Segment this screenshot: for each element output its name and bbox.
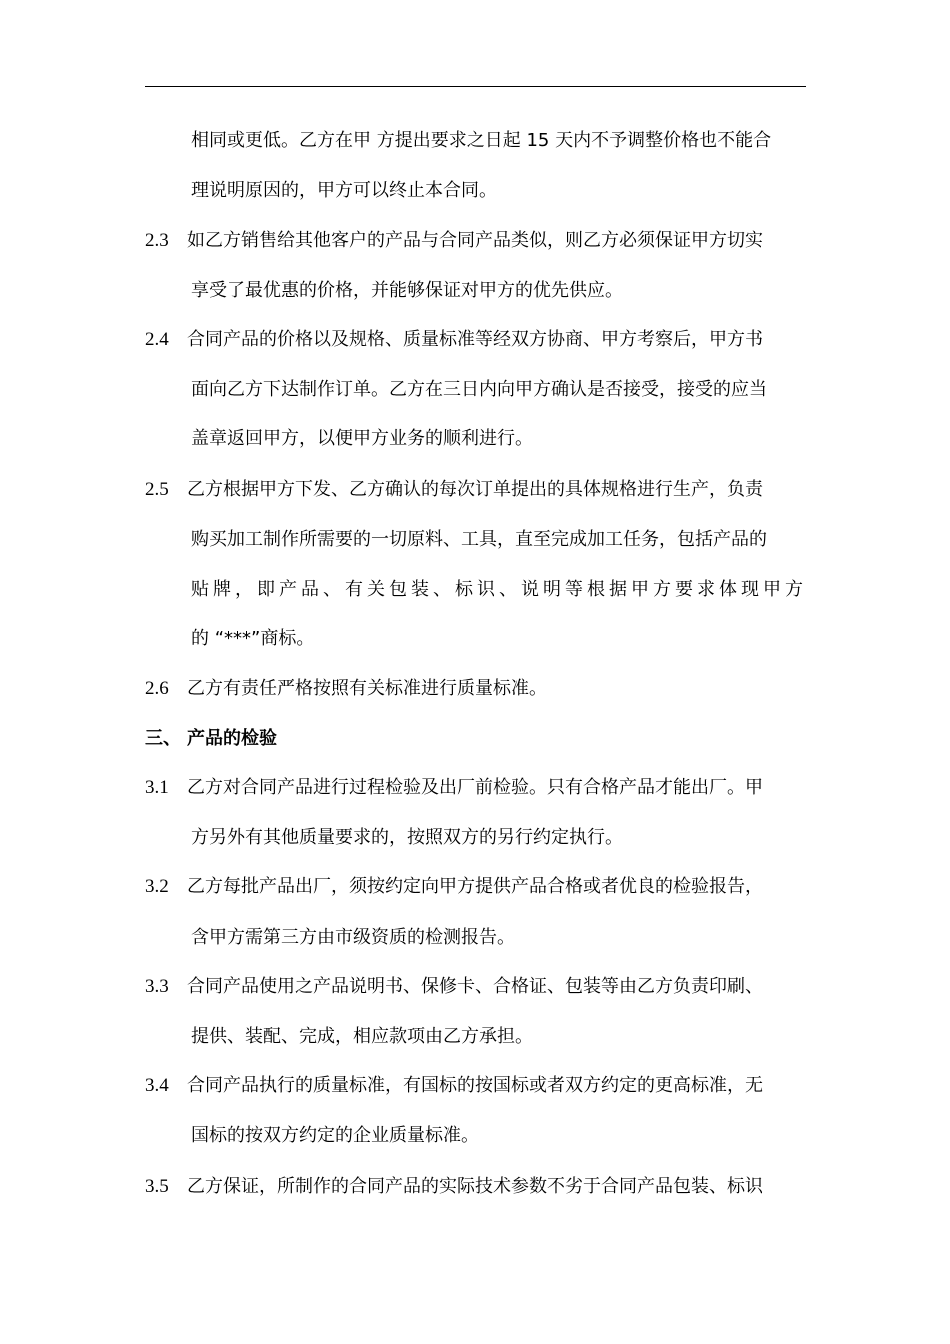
- clause-number: 2.4: [145, 329, 169, 350]
- line-text: 相同或更低。乙方在甲 方提出要求之日起 15 天内不予调整价格也不能合: [191, 130, 772, 151]
- clause-text: 合同产品使用之产品说明书、保修卡、合格证、包装等由乙方负责印刷、: [187, 976, 763, 997]
- clause-text: 合同产品的价格以及规格、质量标准等经双方协商、甲方考察后，甲方书: [187, 329, 763, 350]
- line-text: 理说明原因的，甲方可以终止本合同。: [191, 180, 497, 201]
- line-text: 方另外有其他质量要求的，按照双方的另行约定执行。: [191, 827, 623, 848]
- clause-text: 乙方有责任严格按照有关标准进行质量标准。: [187, 678, 547, 699]
- clause-number: 2.5: [145, 479, 169, 500]
- clause-number: 2.3: [145, 230, 169, 251]
- clause-number: 3.5: [145, 1176, 169, 1197]
- clause-number: 2.6: [145, 678, 169, 699]
- line-text: 提供、装配、完成，相应款项由乙方承担。: [191, 1026, 533, 1047]
- line-text: 购买加工制作所需要的一切原料、工具，直至完成加工任务，包括产品的: [191, 529, 767, 550]
- clause-text: 如乙方销售给其他客户的产品与合同产品类似，则乙方必须保证甲方切实: [187, 230, 763, 251]
- clause-number: 3.4: [145, 1075, 169, 1096]
- line-text: 盖章返回甲方，以便甲方业务的顺利进行。: [191, 428, 533, 449]
- clause-text: 乙方保证，所制作的合同产品的实际技术参数不劣于合同产品包装、标识: [187, 1176, 763, 1197]
- section-number: 三、: [145, 728, 181, 749]
- clause-number: 3.1: [145, 777, 169, 798]
- line-text: 享受了最优惠的价格，并能够保证对甲方的优先供应。: [191, 280, 623, 301]
- line-text: 面向乙方下达制作订单。乙方在三日内向甲方确认是否接受，接受的应当: [191, 379, 767, 400]
- clause-text: 乙方对合同产品进行过程检验及出厂前检验。只有合格产品才能出厂。甲: [187, 777, 763, 798]
- line-text: 含甲方需第三方由市级资质的检测报告。: [191, 927, 515, 948]
- line-text: 贴牌，即产品、有关包装、标识、说明等根据甲方要求体现甲方: [191, 579, 803, 600]
- clause-number: 3.3: [145, 976, 169, 997]
- line-text: 国标的按双方约定的企业质量标准。: [191, 1125, 479, 1146]
- header-rule: [145, 86, 806, 87]
- section-title: 产品的检验: [187, 728, 277, 749]
- clause-number: 3.2: [145, 876, 169, 897]
- clause-text: 合同产品执行的质量标准，有国标的按国标或者双方约定的更高标准，无: [187, 1075, 763, 1096]
- clause-text: 乙方根据甲方下发、乙方确认的每次订单提出的具体规格进行生产，负责: [187, 479, 763, 500]
- clause-text: 乙方每批产品出厂，须按约定向甲方提供产品合格或者优良的检验报告，: [187, 876, 763, 897]
- line-text: 的 “***”商标。: [191, 628, 315, 649]
